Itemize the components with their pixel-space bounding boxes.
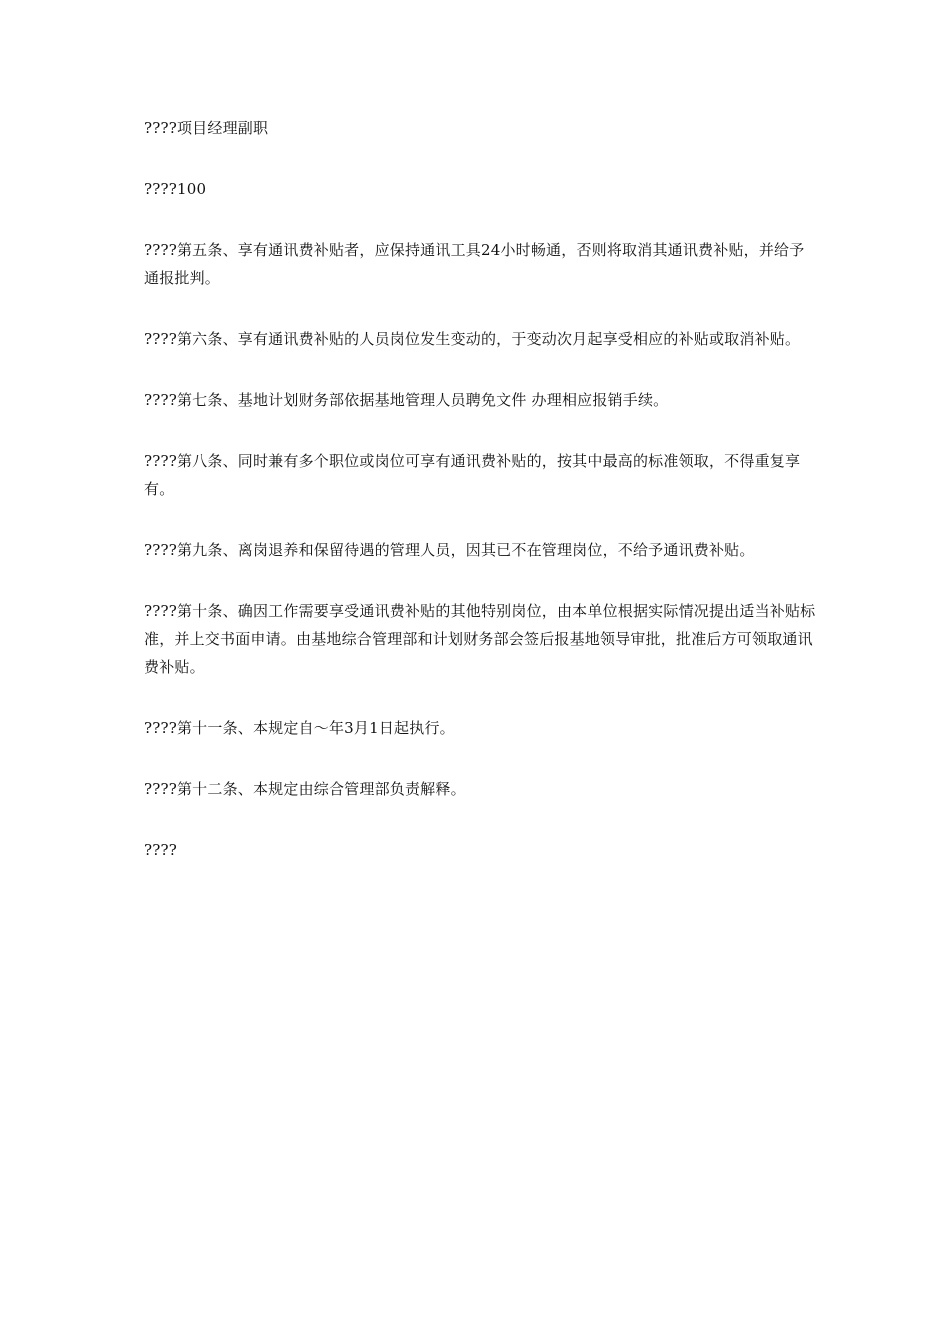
document-body xyxy=(144,114,816,897)
paragraph-article-7: ????第七条、基地计划财务部依据基地管理人员聘免文件 办理相应报销手续。 xyxy=(144,391,669,409)
paragraph-trailing-placeholder: ???? xyxy=(144,841,177,859)
paragraph-article-6: ????第六条、享有通讯费补贴的人员岗位发生变动的，于变动次月起享受相应的补贴或取消补贴。 xyxy=(144,330,801,348)
paragraph-position-title: ????项目经理副职 xyxy=(144,119,269,137)
paragraph-article-11: ????第十一条、本规定自～年3月1日起执行。 xyxy=(144,719,455,737)
paragraph-article-8: ????第八条、同时兼有多个职位或岗位可享有通讯费补贴的，按其中最高的标准领取，不得重复享有。 xyxy=(144,452,801,498)
paragraph-article-10: ????第十条、确因工作需要享受通讯费补贴的其他特别岗位，由本单位根据实际情况提出适当补贴标准，并上交书面申请。由基地综合管理部和计划财务部会签后报基地领导审批，批准后方可领取通讯费补贴。 xyxy=(144,602,816,676)
paragraph-article-5: ????第五条、享有通讯费补贴者，应保持通讯工具24小时畅通，否则将取消其通讯费补贴，并给予通报批判。 xyxy=(144,241,805,287)
paragraph-amount: ????100 xyxy=(144,180,207,198)
paragraph-article-12: ????第十二条、本规定由综合管理部负责解释。 xyxy=(144,780,466,798)
paragraph-article-9: ????第九条、离岗退养和保留待遇的管理人员，因其已不在管理岗位，不给予通讯费补贴。 xyxy=(144,541,755,559)
